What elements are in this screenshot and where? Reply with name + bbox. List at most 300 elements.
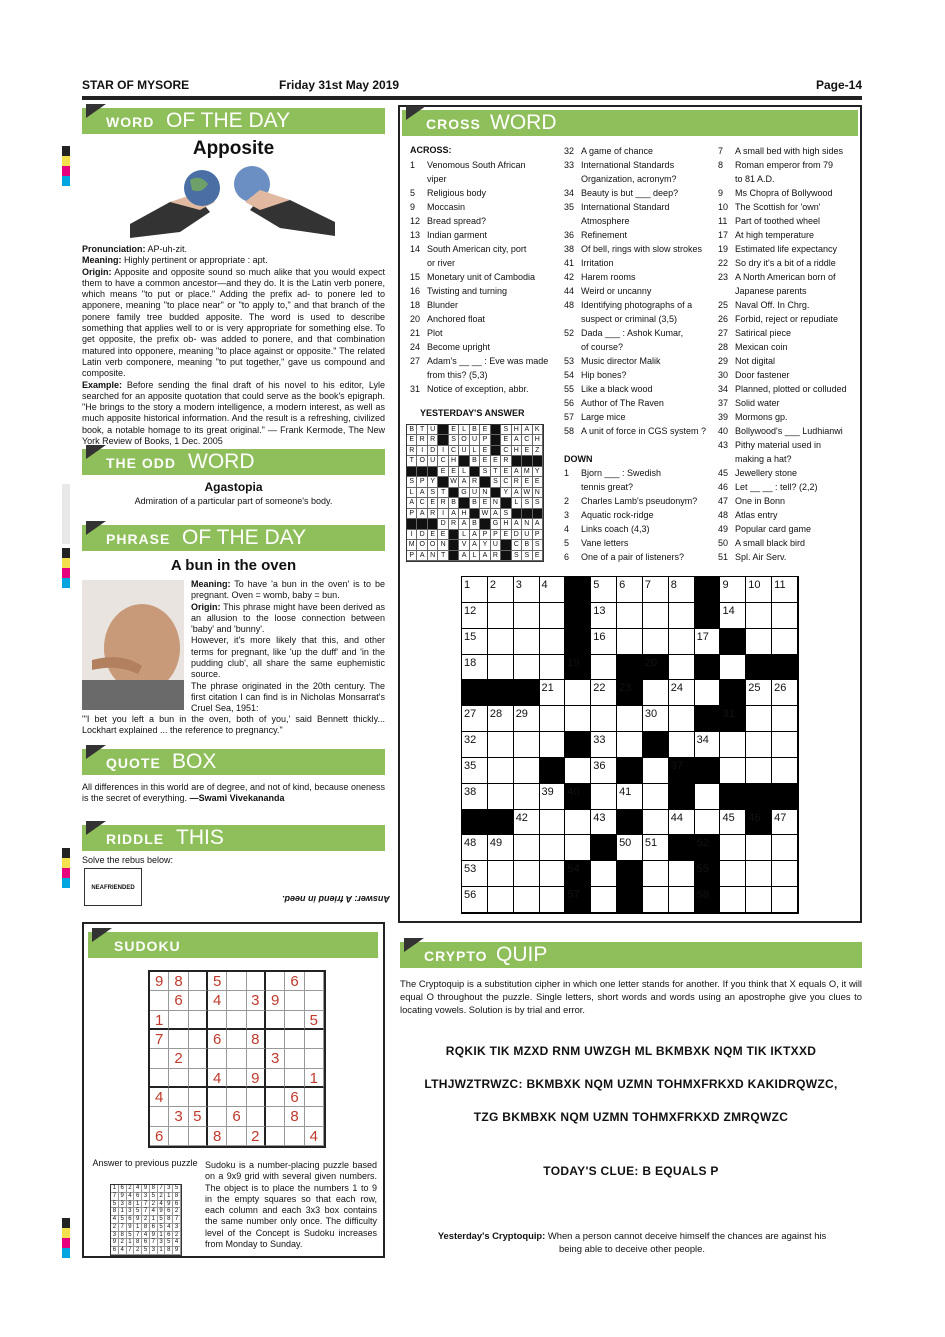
sudoku-cell[interactable] — [169, 1011, 188, 1030]
clue-line — [410, 298, 560, 312]
answer-cell: H — [512, 446, 522, 456]
crossword-cell[interactable] — [643, 603, 669, 629]
sudoku-cell[interactable] — [189, 972, 208, 991]
sudoku-cell[interactable]: 3 — [247, 991, 266, 1010]
crossword-cell[interactable] — [746, 861, 772, 887]
crossword-cell[interactable]: 2 — [488, 577, 514, 603]
sudoku-cell[interactable] — [247, 1049, 266, 1068]
crossword-cell[interactable] — [772, 861, 798, 887]
crossword-cell[interactable] — [746, 732, 772, 758]
sudoku-cell[interactable]: 9 — [266, 991, 285, 1010]
crossword-cell[interactable] — [514, 835, 540, 861]
crossword-cell[interactable]: 9 — [720, 577, 746, 603]
answer-cell: Y — [480, 540, 490, 550]
clue-line — [564, 466, 714, 480]
sudoku-cell[interactable]: 4 — [208, 1069, 227, 1088]
clue-number: 49 — [718, 524, 729, 534]
sudoku-cell[interactable]: 8 — [285, 1107, 304, 1126]
crossword-cell[interactable]: 12 — [462, 603, 488, 629]
black-square — [449, 488, 459, 498]
clue-line — [410, 214, 560, 228]
crossword-cell[interactable]: 27 — [462, 706, 488, 732]
sudoku-cell[interactable] — [150, 1107, 169, 1126]
clue-line — [564, 340, 714, 354]
answer-cell: V — [459, 540, 469, 550]
answer-cell: C — [438, 456, 448, 466]
clue-text: Links coach (4,3) — [581, 524, 650, 534]
crossword-cell[interactable]: 47 — [772, 810, 798, 836]
crossword-cell[interactable]: 48 — [462, 835, 488, 861]
crossword-cell[interactable] — [488, 887, 514, 913]
crossword-cell[interactable] — [540, 603, 566, 629]
crossword-cell[interactable]: 33 — [591, 732, 617, 758]
answer-cell: I — [417, 446, 427, 456]
sudoku-cell[interactable] — [305, 1107, 324, 1126]
crossword-cell[interactable]: 26 — [772, 680, 798, 706]
sudoku-cell[interactable] — [189, 1088, 208, 1107]
sudoku-cell[interactable]: 8 — [247, 1030, 266, 1049]
sudoku-cell[interactable] — [266, 1030, 285, 1049]
crossword-cell[interactable]: 21 — [540, 680, 566, 706]
crossword-cell[interactable] — [540, 706, 566, 732]
crossword-cell[interactable]: 13 — [591, 603, 617, 629]
sudoku-cell[interactable] — [266, 1107, 285, 1126]
black-square — [491, 425, 501, 435]
crossword-cell[interactable] — [643, 629, 669, 655]
crossword-cell[interactable] — [514, 784, 540, 810]
crossword-cell[interactable] — [643, 758, 669, 784]
clue-number: 32 — [564, 146, 575, 156]
clue-text: Mormons gp. — [735, 412, 788, 422]
crossword-cell[interactable] — [514, 629, 540, 655]
crossword-cell[interactable] — [720, 835, 746, 861]
sudoku-cell[interactable] — [305, 1088, 324, 1107]
sudoku-cell[interactable]: 2 — [247, 1127, 266, 1146]
crossword-cell[interactable] — [643, 784, 669, 810]
crossword-cell[interactable] — [746, 603, 772, 629]
crossword-cell[interactable] — [540, 732, 566, 758]
crossword-cell[interactable]: 10 — [746, 577, 772, 603]
sudoku-cell[interactable] — [266, 1088, 285, 1107]
sudoku-cell[interactable]: 4 — [150, 1088, 169, 1107]
clue-number: 54 — [564, 370, 575, 380]
clue-text: Refinement — [581, 230, 628, 240]
crossword-cell[interactable] — [643, 887, 669, 913]
band-corner — [92, 928, 112, 942]
sudoku-cell[interactable] — [266, 972, 285, 991]
crossword-cell[interactable] — [772, 706, 798, 732]
clue-number: 19 — [718, 244, 729, 254]
crossword-cell[interactable]: 11 — [772, 577, 798, 603]
clue-line — [410, 270, 560, 284]
crossword-cell[interactable] — [617, 629, 643, 655]
crossword-cell[interactable]: 32 — [462, 732, 488, 758]
crossword-cell[interactable] — [746, 758, 772, 784]
crossword-cell[interactable] — [746, 835, 772, 861]
crossword-cell[interactable] — [488, 861, 514, 887]
clue-text: Atlas entry — [735, 510, 778, 520]
sudoku-cell[interactable]: 8 — [208, 1127, 227, 1146]
answer-cell: C — [522, 435, 532, 445]
answer-cell: 3 — [173, 1224, 181, 1232]
sudoku-cell[interactable] — [285, 1127, 304, 1146]
clue-text: A unit of force in CGS system ? — [581, 426, 707, 436]
black-square — [772, 784, 798, 810]
clue-line — [564, 354, 714, 368]
black-square — [522, 456, 532, 466]
crossword-cell[interactable]: 7 — [643, 577, 669, 603]
sudoku-cell[interactable] — [266, 1011, 285, 1030]
crossword-cell[interactable] — [695, 810, 721, 836]
sudoku-cell[interactable]: 8 — [169, 972, 188, 991]
crossword-cell[interactable] — [720, 732, 746, 758]
crossword-cell[interactable]: 18 — [462, 655, 488, 681]
sudoku-cell[interactable]: 4 — [305, 1127, 324, 1146]
sudoku-cell[interactable] — [150, 1069, 169, 1088]
sudoku-cell[interactable] — [227, 1030, 246, 1049]
crossword-cell[interactable] — [772, 603, 798, 629]
crossword-cell[interactable]: 29 — [514, 706, 540, 732]
answer-cell: M — [407, 540, 417, 550]
clue-number — [564, 340, 581, 354]
crossword-cell[interactable] — [772, 758, 798, 784]
answer-cell: R — [428, 509, 438, 519]
sudoku-cell[interactable] — [266, 1127, 285, 1146]
clue-line — [718, 410, 862, 424]
answer-cell: K — [533, 425, 543, 435]
sudoku-cell[interactable]: 3 — [169, 1107, 188, 1126]
crossword-cell[interactable]: 43 — [591, 810, 617, 836]
sudoku-cell[interactable] — [285, 991, 304, 1010]
crossword-cell[interactable]: 38 — [462, 784, 488, 810]
crossword-cell[interactable]: 24 — [669, 680, 695, 706]
sudoku-cell[interactable] — [150, 991, 169, 1010]
clue-line — [718, 424, 862, 438]
answer-cell: A — [449, 509, 459, 519]
sudoku-cell[interactable] — [305, 991, 324, 1010]
sudoku-description: Sudoku is a number-placing puzzle based on a 9x9 grid with several given numbers. The object is to place the numbers 1 to 9 in the empty squares so that each row, each column and each 3x3 box contains the same number only once. The difficulty level of the Concept is Sudoku increases from Monday to Sunday. — [205, 1160, 377, 1250]
crossword-cell[interactable] — [669, 861, 695, 887]
crossword-grid[interactable] — [461, 576, 799, 914]
crossword-cell[interactable]: 25 — [746, 680, 772, 706]
sudoku-band — [88, 932, 378, 958]
sudoku-cell[interactable] — [169, 1127, 188, 1146]
clue-number: 29 — [718, 356, 729, 366]
crossword-cell[interactable]: 34 — [695, 732, 721, 758]
black-square — [491, 488, 501, 498]
crossword-cell[interactable] — [514, 861, 540, 887]
sudoku-cell[interactable] — [247, 1107, 266, 1126]
sudoku-cell[interactable]: 9 — [150, 972, 169, 991]
sudoku-cell[interactable] — [189, 1049, 208, 1068]
sudoku-cell[interactable] — [227, 1049, 246, 1068]
clue-line — [718, 382, 862, 396]
crossword-cell[interactable] — [720, 887, 746, 913]
crossword-cell[interactable] — [514, 887, 540, 913]
crossword-cell[interactable]: 15 — [462, 629, 488, 655]
crossword-cell[interactable] — [565, 680, 591, 706]
crossword-cell[interactable]: 53 — [462, 861, 488, 887]
sudoku-cell[interactable] — [285, 1011, 304, 1030]
crossword-cell[interactable] — [540, 861, 566, 887]
answer-cell: 3 — [119, 1201, 127, 1209]
crossword-cell[interactable]: 36 — [591, 758, 617, 784]
clue-text: Charles Lamb's pseudonym? — [581, 496, 698, 506]
clue-line — [564, 410, 714, 424]
crossword-cell[interactable]: 8 — [669, 577, 695, 603]
crossword-cell[interactable] — [643, 861, 669, 887]
crossword-cell[interactable] — [540, 655, 566, 681]
crossword-cell[interactable] — [617, 603, 643, 629]
sudoku-cell[interactable] — [227, 991, 246, 1010]
crossword-cell[interactable]: 42 — [514, 810, 540, 836]
crossword-cell[interactable] — [514, 732, 540, 758]
crossword-cell[interactable]: 6 — [617, 577, 643, 603]
answer-cell: P — [417, 477, 427, 487]
crossword-cell[interactable] — [591, 784, 617, 810]
clue-text: Venomous South African — [427, 160, 526, 170]
phrase-title: A bun in the oven — [170, 557, 297, 574]
sudoku-cell[interactable] — [247, 1011, 266, 1030]
crossword-cell[interactable] — [488, 758, 514, 784]
crossword-cell[interactable]: 44 — [669, 810, 695, 836]
sudoku-cell[interactable] — [189, 1127, 208, 1146]
crossword-cell[interactable] — [746, 706, 772, 732]
quote-body: All differences in this world are of degree, and not of kind, because oneness is the secret of everything. — [82, 782, 385, 804]
answer-cell: R — [438, 498, 448, 508]
crossword-cell[interactable]: 30 — [643, 706, 669, 732]
crossword-cell[interactable]: 28 — [488, 706, 514, 732]
crossword-cell[interactable] — [591, 655, 617, 681]
crossword-cell[interactable] — [669, 887, 695, 913]
crossword-cell[interactable] — [746, 887, 772, 913]
sudoku-cell[interactable]: 6 — [169, 991, 188, 1010]
sudoku-cell[interactable]: 1 — [305, 1069, 324, 1088]
black-square — [438, 435, 448, 445]
crossword-cell[interactable]: 1 — [462, 577, 488, 603]
answer-cell: 6 — [127, 1216, 135, 1224]
crossword-cell[interactable] — [772, 835, 798, 861]
crossword-cell[interactable]: 5 — [591, 577, 617, 603]
black-square — [417, 467, 427, 477]
sudoku-cell[interactable] — [189, 991, 208, 1010]
crossword-cell[interactable]: 4 — [540, 577, 566, 603]
sudoku-cell[interactable] — [305, 1030, 324, 1049]
crossword-cell[interactable] — [695, 680, 721, 706]
crossword-cell[interactable] — [514, 758, 540, 784]
sudoku-cell[interactable] — [227, 1069, 246, 1088]
sudoku-cell[interactable]: 9 — [247, 1069, 266, 1088]
crossword-cell[interactable] — [565, 835, 591, 861]
crossword-cell[interactable] — [772, 732, 798, 758]
crossword-cell[interactable] — [591, 861, 617, 887]
crossword-cell[interactable] — [591, 706, 617, 732]
answer-cell: 3 — [127, 1208, 135, 1216]
crossword-cell[interactable] — [514, 655, 540, 681]
crossword-cell[interactable] — [540, 887, 566, 913]
sudoku-cell[interactable]: 6 — [227, 1107, 246, 1126]
crossword-cell[interactable] — [720, 758, 746, 784]
sudoku-cell[interactable] — [227, 972, 246, 991]
clue-number: 55 — [564, 384, 575, 394]
crossword-cell[interactable] — [669, 706, 695, 732]
crossword-cell[interactable]: 35 — [462, 758, 488, 784]
black-square — [480, 477, 490, 487]
crossword-cell[interactable] — [565, 706, 591, 732]
sudoku-cell[interactable] — [208, 1088, 227, 1107]
cryptoquip-line3: TZG BKMBXK NQM UZMN TOHMXFRKXD ZMRQWZC — [473, 1110, 789, 1124]
answer-cell: 6 — [134, 1193, 142, 1201]
sudoku-cell[interactable] — [266, 1069, 285, 1088]
answer-cell: M — [522, 467, 532, 477]
crossword-cell[interactable] — [488, 784, 514, 810]
crossword-cell[interactable]: 17 — [695, 629, 721, 655]
crossword-cell[interactable]: 22 — [591, 680, 617, 706]
sudoku-cell[interactable] — [227, 1011, 246, 1030]
sudoku-cell[interactable]: 4 — [208, 991, 227, 1010]
sudoku-cell[interactable]: 1 — [150, 1011, 169, 1030]
sudoku-answer-grid — [110, 1184, 182, 1256]
answer-cell: 6 — [150, 1224, 158, 1232]
crossword-cell[interactable] — [540, 835, 566, 861]
cryptoquip-line2: LTHJWZTRWZC: BKMBXK NQM UZMN TOHMXFRKXD KAKIDRQWZC, — [424, 1077, 838, 1091]
crossword-cell[interactable] — [565, 758, 591, 784]
clue-number: 48 — [718, 510, 729, 520]
answer-cell: E — [407, 435, 417, 445]
odd-word-band — [82, 449, 385, 475]
issue-date: Friday 31st May 2019 — [279, 78, 400, 92]
crossword-cell[interactable] — [488, 603, 514, 629]
sudoku-grid[interactable] — [148, 970, 326, 1148]
riddle-answer: Answer: A friend in need. — [282, 894, 390, 904]
sudoku-cell[interactable] — [189, 1011, 208, 1030]
answer-cell: 1 — [134, 1201, 142, 1209]
crossword-cell[interactable]: 45 — [720, 810, 746, 836]
black-square — [772, 655, 798, 681]
crossword-cell[interactable]: 49 — [488, 835, 514, 861]
clue-number: 8 — [718, 160, 724, 170]
clue-text: or river — [427, 258, 456, 268]
clue-text: Bjorn ___ : Swedish — [581, 468, 662, 478]
black-square — [522, 509, 532, 519]
crossword-cell[interactable] — [720, 655, 746, 681]
crossword-cell[interactable]: 56 — [462, 887, 488, 913]
answer-cell: 5 — [111, 1201, 119, 1209]
crossword-cell[interactable]: 16 — [591, 629, 617, 655]
crossword-cell[interactable]: 50 — [617, 835, 643, 861]
sudoku-cell[interactable] — [150, 1049, 169, 1068]
sudoku-cell[interactable] — [285, 1030, 304, 1049]
crossword-cell[interactable] — [488, 655, 514, 681]
crossword-cell[interactable] — [540, 629, 566, 655]
clue-number: 25 — [718, 300, 729, 310]
clue-number — [410, 368, 427, 382]
clue-number: 16 — [410, 286, 421, 296]
sudoku-cell[interactable] — [208, 1049, 227, 1068]
crossword-cell[interactable] — [514, 603, 540, 629]
sudoku-cell[interactable] — [247, 1088, 266, 1107]
crossword-cell[interactable]: 3 — [514, 577, 540, 603]
crossword-cell[interactable] — [746, 629, 772, 655]
sudoku-cell[interactable] — [169, 1030, 188, 1049]
clue-text: Harem rooms — [581, 272, 636, 282]
sudoku-cell[interactable]: 5 — [305, 1011, 324, 1030]
answer-cell: 8 — [173, 1193, 181, 1201]
crossword-cell[interactable] — [488, 732, 514, 758]
crossword-cell[interactable] — [772, 629, 798, 655]
crossword-cell[interactable] — [695, 784, 721, 810]
sudoku-cell[interactable] — [169, 1069, 188, 1088]
crossword-cell[interactable] — [669, 629, 695, 655]
answer-cell: E — [480, 446, 490, 456]
crossword-cell[interactable] — [643, 680, 669, 706]
crossword-cell[interactable] — [669, 655, 695, 681]
crossword-cell[interactable] — [617, 706, 643, 732]
crossword-cell[interactable] — [591, 887, 617, 913]
crossword-cell[interactable] — [643, 810, 669, 836]
sudoku-cell[interactable] — [285, 1069, 304, 1088]
sudoku-cell[interactable]: 6 — [208, 1030, 227, 1049]
sudoku-cell[interactable] — [305, 972, 324, 991]
sudoku-cell[interactable]: 6 — [150, 1127, 169, 1146]
sudoku-cell[interactable] — [169, 1088, 188, 1107]
sudoku-cell[interactable] — [305, 1049, 324, 1068]
answer-cell: E — [501, 467, 511, 477]
phrase-para2: However, it's more likely that this, and other terms for pregnant, like 'up the duff' and 'in the pudding club', all share the same euphemistic source. — [191, 635, 385, 680]
black-square — [501, 540, 511, 550]
black-square — [565, 577, 591, 603]
sudoku-cell[interactable] — [285, 1049, 304, 1068]
sudoku-cell[interactable] — [247, 972, 266, 991]
crossword-cell[interactable]: 39 — [540, 784, 566, 810]
crossword-cell[interactable] — [772, 887, 798, 913]
sudoku-cell[interactable] — [189, 1069, 208, 1088]
sudoku-cell[interactable]: 3 — [266, 1049, 285, 1068]
sudoku-cell[interactable] — [189, 1030, 208, 1049]
clue-number — [564, 312, 581, 326]
crossword-cell[interactable] — [669, 732, 695, 758]
sudoku-cell[interactable]: 5 — [189, 1107, 208, 1126]
sudoku-cell[interactable] — [227, 1088, 246, 1107]
clue-text: Mexican coin — [735, 342, 788, 352]
sudoku-cell[interactable] — [227, 1127, 246, 1146]
crossword-cell[interactable]: 51 — [643, 835, 669, 861]
crossword-cell[interactable] — [540, 810, 566, 836]
clue-line — [718, 200, 862, 214]
sudoku-cell[interactable] — [208, 1107, 227, 1126]
crossword-cell[interactable] — [720, 861, 746, 887]
black-square — [438, 425, 448, 435]
sudoku-cell[interactable]: 7 — [150, 1030, 169, 1049]
sudoku-cell[interactable]: 6 — [285, 972, 304, 991]
band-label-large: WORD — [490, 111, 557, 134]
answer-cell: E — [480, 456, 490, 466]
sudoku-cell[interactable] — [208, 1011, 227, 1030]
sudoku-cell[interactable]: 5 — [208, 972, 227, 991]
crossword-cell[interactable] — [488, 629, 514, 655]
pregnancy-image — [82, 580, 184, 710]
sudoku-cell[interactable]: 2 — [169, 1049, 188, 1068]
crossword-cell[interactable] — [617, 732, 643, 758]
crossword-cell[interactable] — [565, 810, 591, 836]
answer-cell: E — [522, 446, 532, 456]
sudoku-cell[interactable]: 6 — [285, 1088, 304, 1107]
crossword-cell[interactable]: 14 — [720, 603, 746, 629]
answer-cell: 9 — [150, 1232, 158, 1240]
crossword-cell[interactable]: 41 — [617, 784, 643, 810]
crossword-cell[interactable] — [669, 603, 695, 629]
answer-cell: 1 — [150, 1216, 158, 1224]
